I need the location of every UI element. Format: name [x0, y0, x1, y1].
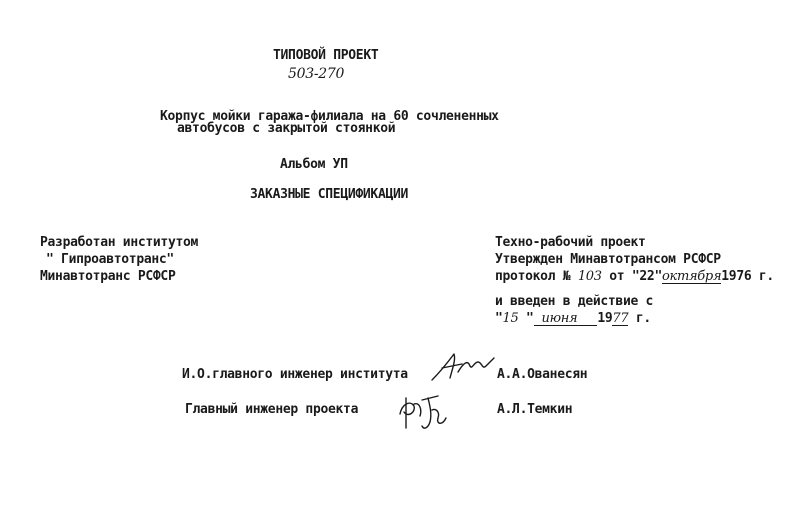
approval-line-1: Техно-рабочий проект [495, 235, 646, 250]
approved-month: октября [661, 269, 722, 284]
approved-day: "22" [631, 269, 662, 284]
protocol-prefix: протокол № [495, 269, 571, 284]
signatory-1-name: А.А.Ованесян [497, 367, 588, 382]
enact-day: 15 [502, 311, 519, 326]
approval-line-2: Утвержден Минавтотрансом РСФСР [495, 252, 721, 267]
enact-year-digits: 77 [612, 311, 629, 326]
enact-line: и введен в действие с [495, 294, 654, 309]
signatory-2-name: А.Л.Темкин [497, 402, 573, 417]
signatory-1-title: И.О.главного инженер института [182, 367, 408, 382]
enact-month: июня [534, 312, 598, 326]
enact-day-open: " [495, 311, 503, 326]
protocol-line [495, 270, 774, 284]
doc-type: ТИПОВОЙ ПРОЕКТ [273, 48, 379, 63]
enact-date [495, 312, 651, 326]
developer-line-1: Разработан институтом [40, 235, 199, 250]
signature-1-image [428, 350, 498, 384]
signatory-2-title: Главный инженер проекта [185, 402, 359, 417]
protocol-number: 103 [577, 269, 602, 284]
developer-line-2: " Гипроавтотранс" [46, 252, 174, 267]
approved-year: 1976 г. [721, 269, 774, 284]
enact-day-close: " [526, 311, 534, 326]
enact-year-suffix: г. [635, 311, 651, 326]
album-label: Альбом УП [280, 157, 348, 172]
enact-year-prefix: 19 [597, 311, 613, 326]
from-word: от [609, 269, 625, 284]
section-title: ЗАКАЗНЫЕ СПЕЦИФИКАЦИИ [250, 187, 409, 202]
developer-line-3: Минавтотранс РСФСР [40, 269, 176, 284]
title-line-1: Корпус мойки гаража-филиала на 60 сочлененных [160, 109, 499, 124]
title-line-2: автобусов с закрытой стоянкой [177, 121, 396, 136]
signature-2-image [392, 388, 452, 434]
doc-number: 503-270 [288, 66, 345, 82]
